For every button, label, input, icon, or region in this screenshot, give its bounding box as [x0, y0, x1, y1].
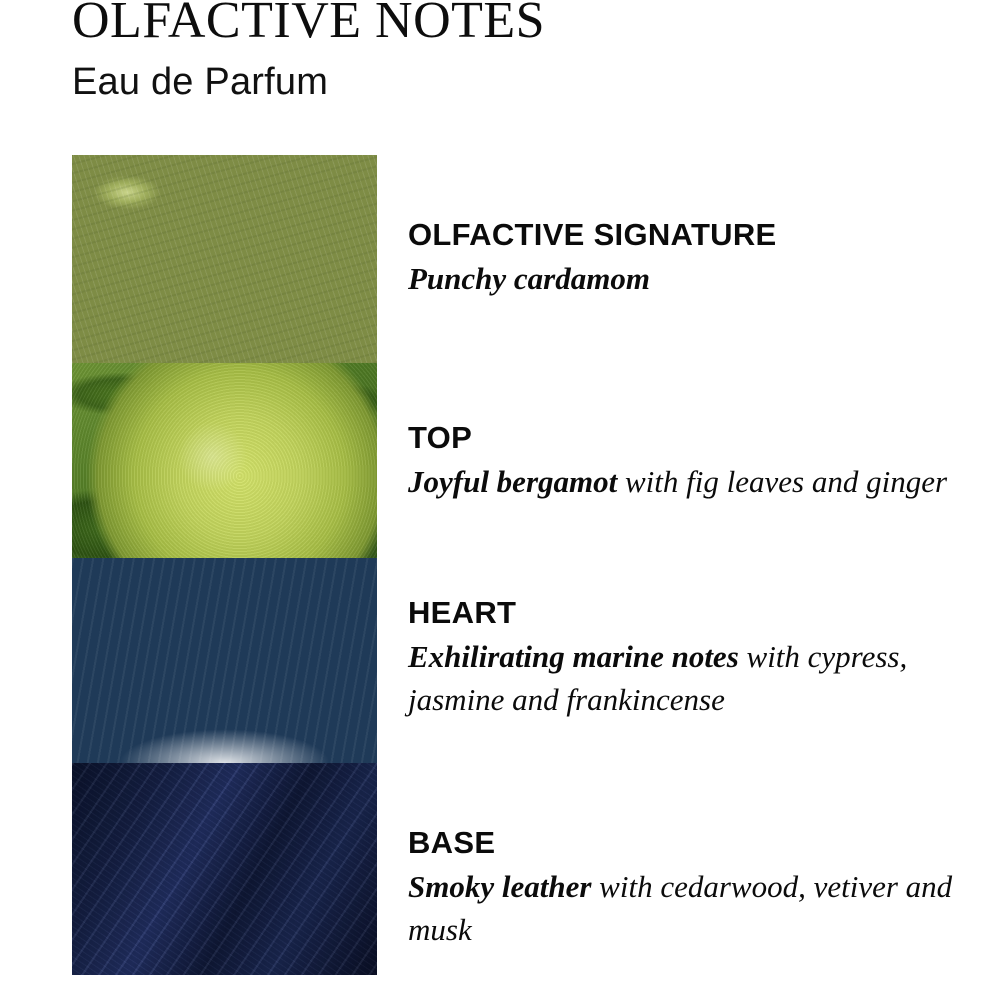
note-description [408, 635, 968, 722]
note-description [408, 865, 968, 952]
note-rest: with cedarwood, vetiver and musk [408, 868, 953, 948]
note-top [408, 420, 968, 503]
note-label: TOP [408, 420, 473, 455]
note-description [408, 257, 968, 300]
note-heart [408, 595, 968, 721]
page-header [72, 0, 952, 104]
page-title: OLFACTIVE NOTES [72, 0, 546, 49]
page-subtitle: Eau de Parfum [72, 60, 329, 103]
note-image-column [72, 155, 377, 975]
note-rest: with fig leaves and ginger [617, 463, 948, 499]
note-highlight: Smoky leather [408, 868, 592, 904]
note-rest: with cypress, jasmine and frankincense [408, 638, 908, 718]
leather-texture-photo [72, 763, 377, 975]
cardamom-pods-photo [72, 155, 377, 363]
note-base [408, 825, 968, 951]
note-description [408, 460, 968, 503]
bergamot-fruit-photo [72, 363, 377, 558]
note-label: HEART [408, 595, 517, 630]
note-label: BASE [408, 825, 496, 860]
note-highlight: Exhilirating marine notes [408, 638, 739, 674]
marine-splash-photo [72, 558, 377, 763]
note-highlight: Joyful bergamot [408, 463, 618, 499]
note-highlight: Punchy cardamom [408, 260, 650, 296]
note-label: OLFACTIVE SIGNATURE [408, 217, 777, 252]
note-olfactive-signature [408, 217, 968, 300]
